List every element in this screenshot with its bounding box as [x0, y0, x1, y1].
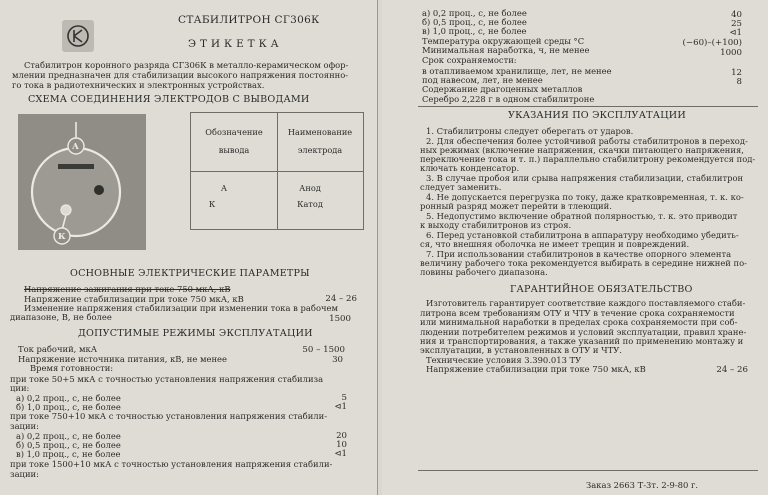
left-page	[0, 0, 378, 495]
instr-line-6: 3. В случае пробоя или срыва напряжения стабилизации, стабилитрон	[426, 173, 744, 183]
photo-label-anode: А	[72, 141, 79, 151]
warranty-line-4: людении потребителем режимов и условий эксплуатации, правил хране-	[420, 327, 747, 337]
intro-line-3: го тока в радиотехнических и электронных устройствах.	[12, 80, 265, 90]
instr-line-12: 6. Перед установкой стабилитрона в аппаратуру необходимо убедить-	[426, 230, 739, 240]
modes-row-3: Время готовности:	[30, 363, 114, 373]
warranty-line-2: литрона всем требованиям ОТУ и ЧТУ в течение срока сохраняемости	[420, 308, 735, 318]
top-row-5: Минимальная наработка, ч, не менее	[422, 45, 590, 55]
table-header-left-2: вывода	[218, 145, 250, 155]
top-value-4: (−60)–(+100)	[682, 38, 742, 48]
modes-title: ДОПУСТИМЫЕ РЕЖИМЫ ЭКСПЛУАТАЦИИ	[78, 328, 313, 339]
instr-line-14: 7. При использовании стабилитронов в качестве опорного элемента	[426, 249, 732, 259]
top-value-3: ⊲1	[729, 28, 742, 38]
modes-value-1: 50 – 1500	[302, 345, 345, 355]
instr-line-10: 5. Недопустимо включение обратной полярностью, т. к. это приводит	[426, 211, 738, 221]
table-header-right-1: Наименование	[287, 127, 353, 137]
modes-value-6: 5	[341, 393, 347, 403]
scheme-title: СХЕМА СОЕДИНЕНИЯ ЭЛЕКТРОДОВ С ВЫВОДАМИ	[28, 94, 310, 105]
intro-line-2: млении предназначен для стабилизации высокого напряжения постоянно-	[12, 70, 349, 80]
instr-line-5: ключать конденсатор.	[420, 163, 520, 173]
modes-row-4: при токе 50+5 мкА с точностью установления напряжения стабилиза	[10, 374, 324, 384]
modes-row-14: зации:	[10, 469, 39, 479]
warranty-value-line: Напряжение стабилизации при токе 750 мкА, кВ	[426, 364, 646, 374]
modes-row-10: а) 0,2 проц., с, не более	[16, 431, 121, 441]
modes-row-2: Напряжение источника питания, кВ, не менее	[18, 354, 227, 364]
modes-row-11: б) 0,5 проц., с, не более	[16, 440, 121, 450]
top-row-2: б) 0,5 проц., с, не более	[422, 17, 527, 27]
device-diagram-icon	[18, 114, 146, 250]
top-row-8: под навесом, лет, не менее	[422, 75, 543, 85]
table-cell-k: К	[208, 199, 216, 209]
top-row-3: в) 1,0 проц., с, не более	[422, 26, 527, 36]
instr-line-15: величину рабочего тока рекомендуется выбирать в середине нижней по-	[420, 258, 748, 268]
stamp-mark-icon	[62, 20, 94, 52]
electrical-row-3: Изменение напряжения стабилизации при изменении тока в рабочем	[24, 303, 338, 313]
top-value-7: 12	[731, 68, 742, 78]
device-photo	[18, 114, 146, 250]
top-row-10: Серебро 2,228 г в одном стабилитроне	[422, 94, 595, 104]
top-row-7: в отапливаемом хранилище, лет, не менее	[422, 66, 612, 76]
modes-row-5: ции:	[10, 383, 30, 393]
top-row-1: а) 0,2 проц., с, не более	[422, 8, 527, 18]
modes-row-7: б) 1,0 проц., с, не более	[16, 402, 121, 412]
top-value-5: 1000	[720, 48, 742, 58]
top-row-9: Содержание драгоценных металлов	[422, 84, 583, 94]
instr-line-8: 4. Не допускается перегрузка по току, даже кратковременная, т. к. ко-	[426, 192, 744, 202]
instr-line-3: ных режимах (включение напряжения, скачки питающего напряжения,	[420, 145, 744, 155]
top-value-8: 8	[736, 77, 742, 87]
instr-line-1: 1. Стабилитроны следует оберегать от ударов.	[426, 126, 634, 136]
intro-line-1: Стабилитрон коронного разряда СГ306К в металло-керамическом офор-	[24, 60, 349, 70]
warranty-line-5: ния и транспортирования, а также указаний по применению монтажу и	[420, 336, 744, 346]
electrical-title: ОСНОВНЫЕ ЭЛЕКТРИЧЕСКИЕ ПАРАМЕТРЫ	[70, 268, 310, 279]
instructions-title: УКАЗАНИЯ ПО ЭКСПЛУАТАЦИИ	[508, 110, 686, 121]
photo-label-cathode: К	[58, 231, 66, 241]
instr-line-2: 2. Для обеспечения более устойчивой работы стабилитронов в переход-	[426, 136, 748, 146]
modes-row-1: Ток рабочий, мкА	[18, 344, 98, 354]
top-row-4: Температура окружающей среды °С	[422, 36, 585, 46]
table-cell-a: А	[220, 183, 228, 193]
warranty-line-7: Технические условия 3.390.013 ТУ	[426, 355, 582, 365]
modes-value-12: ⊲1	[334, 449, 347, 459]
label-heading: Э Т И К Е Т К А	[188, 38, 279, 50]
device-title: СТАБИЛИТРОН СГ306К	[178, 14, 320, 26]
warranty-title: ГАРАНТИЙНОЕ ОБЯЗАТЕЛЬСТВО	[510, 284, 693, 295]
table-cell-anode: Анод	[299, 183, 321, 193]
footer-divider	[418, 470, 758, 471]
modes-row-9: зации:	[10, 421, 39, 431]
instructions-divider	[418, 106, 758, 107]
print-order-footer: Заказ 2663 Т-3т. 2-9-80 г.	[586, 480, 699, 490]
electrical-value-2: 24 – 26	[325, 294, 357, 304]
modes-row-12: в) 1,0 проц., с, не более	[16, 449, 121, 459]
electrical-row-4: диапазоне, В, не более	[10, 312, 112, 322]
electrical-row-2: Напряжение стабилизации при токе 750 мкА, кВ	[24, 294, 244, 304]
table-cell-cathode: Катод	[297, 199, 323, 209]
modes-row-6: а) 0,2 проц., с, не более	[16, 393, 121, 403]
top-value-1: 40	[731, 10, 742, 20]
modes-value-7: ⊲1	[334, 402, 347, 412]
table-header-right-2: электрода	[297, 145, 343, 155]
modes-row-8: при токе 750+10 мкА с точностью установления напряжения стабили-	[10, 411, 328, 421]
instr-line-4: переключение тока и т. п.) параллельно стабилитрону рекомендуется под-	[420, 154, 756, 164]
right-page	[382, 0, 768, 495]
top-row-6: Срок сохраняемости:	[422, 55, 517, 65]
instr-line-11: к выходу стабилитронов из строя.	[420, 220, 572, 230]
modes-value-11: 10	[336, 440, 347, 450]
table-header-left-1: Обозначение	[205, 127, 263, 137]
stamp	[62, 20, 94, 52]
electrode-table	[190, 112, 364, 230]
modes-value-10: 20	[336, 431, 347, 441]
electrical-value-4: 1500	[329, 314, 351, 324]
warranty-value: 24 – 26	[716, 365, 748, 375]
modes-value-2: 30	[332, 355, 343, 365]
electrical-row-1: Напряжение зажигания при токе 750 мкА, кВ	[24, 284, 231, 294]
warranty-line-3: или минимальной наработки в пределах срока сохраняемости при соб-	[420, 317, 738, 327]
instr-line-13: ся, что внешняя оболочка не имеет трещин и повреждений.	[420, 239, 690, 249]
instr-line-16: ловины рабочего диапазона.	[420, 267, 548, 277]
instr-line-7: следует заменить.	[420, 182, 502, 192]
modes-row-13: при токе 1500+10 мкА с точностью установления напряжения стабили-	[10, 459, 333, 469]
warranty-line-6: эксплуатации, в установленных в ОТУ и ЧТУ.	[420, 345, 622, 355]
instr-line-9: ронный разряд может перейти в тлеющий.	[420, 201, 612, 211]
warranty-line-1: Изготовитель гарантирует соответствие каждого поставляемого стаби-	[426, 298, 746, 308]
top-value-2: 25	[731, 19, 742, 29]
